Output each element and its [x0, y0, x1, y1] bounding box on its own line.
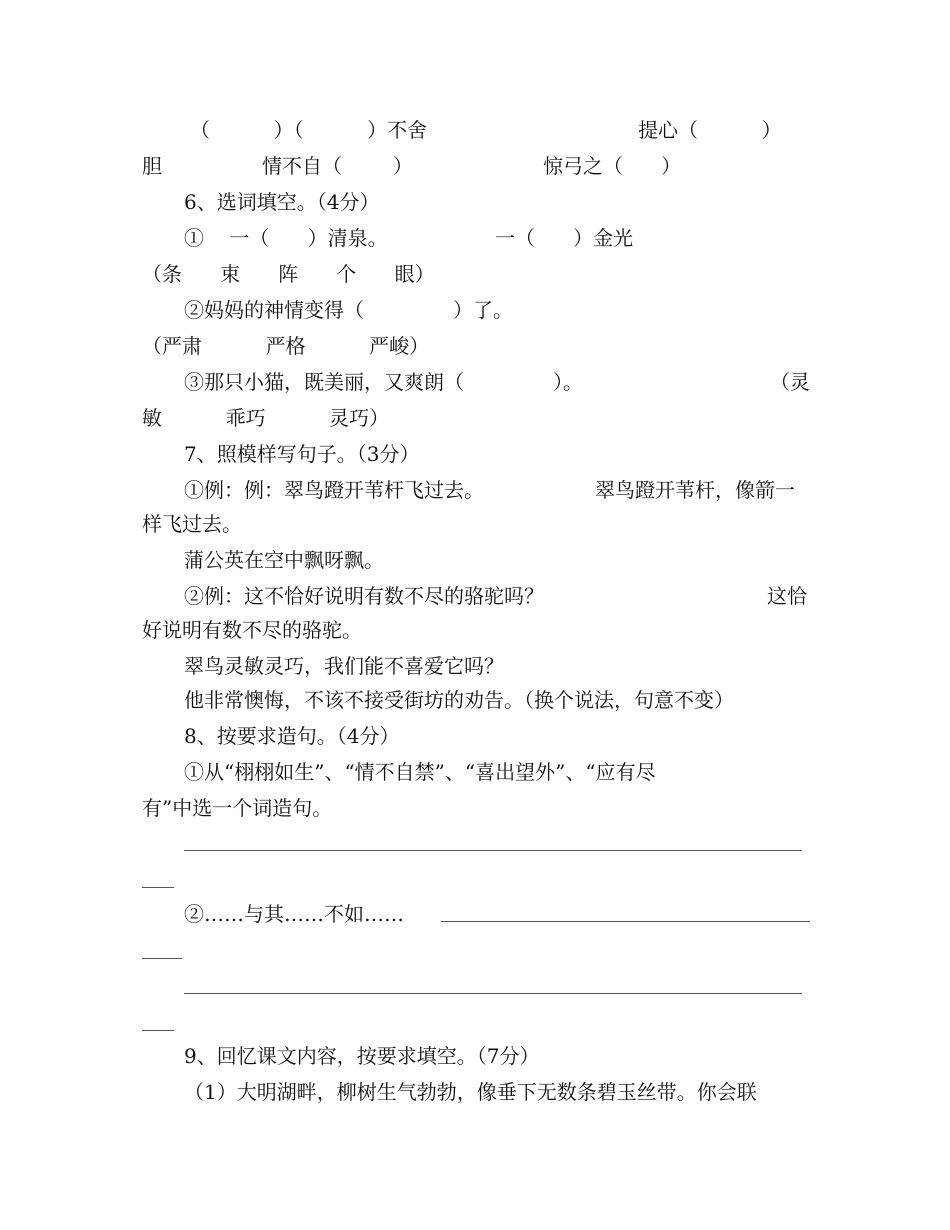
- q9-heading: 9、回忆课文内容，按要求填空。（7分）: [184, 1044, 540, 1068]
- q6-item-2-options: （严肃 严格 严峻）: [142, 334, 430, 358]
- q7-task-1: 蒲公英在空中飘呀飘。: [184, 548, 384, 572]
- answer-line-3[interactable]: [184, 993, 802, 994]
- q7-example-2-answer-cont: 好说明有数不尽的骆驼。: [142, 618, 362, 642]
- q6-item-1-options: （条 束 阵 个 眼）: [142, 262, 435, 286]
- q7-example-1: ①例：例：翠鸟蹬开苇杆飞过去。: [184, 478, 484, 502]
- q8-item-1-cont: 有”中选一个词造句。: [142, 796, 333, 820]
- q7-task-3: 他非常懊悔，不该不接受街坊的劝告。（换个说法，句意不变）: [184, 688, 734, 712]
- q7-task-2: 翠鸟灵敏灵巧，我们能不喜爱它吗？: [184, 654, 504, 678]
- answer-line-1[interactable]: [184, 850, 802, 851]
- answer-line-2[interactable]: [441, 921, 810, 922]
- idiom-line-1-left: （ ）（ ）不舍: [190, 118, 428, 142]
- answer-line-1-tail[interactable]: [142, 887, 174, 888]
- q6-item-1-right: 一（ ）金光: [495, 226, 634, 250]
- answer-line-3-tail[interactable]: [142, 1030, 174, 1031]
- idiom-line-2-middle: 情不自（ ）: [262, 154, 413, 178]
- q6-item-3-options-start: （灵: [770, 370, 810, 394]
- q6-heading: 6、选词填空。（4分）: [184, 190, 380, 214]
- q7-example-1-answer: 翠鸟蹬开苇杆，像箭一: [595, 478, 795, 502]
- idiom-line-2-left: 胆: [142, 154, 162, 178]
- q7-example-2: ②例：这不恰好说明有数不尽的骆驼吗？: [184, 584, 544, 608]
- q6-item-3-options-end: 敏 乖巧 灵巧）: [142, 406, 390, 430]
- q6-item-3: ③那只小猫，既美丽，又爽朗（ ）。: [184, 370, 584, 394]
- q8-heading: 8、按要求造句。（4分）: [184, 724, 400, 748]
- idiom-line-1-right: 提心（ ）: [638, 118, 782, 142]
- q6-item-2: ②妈妈的神情变得（ ）了。: [184, 298, 514, 322]
- q7-example-1-answer-cont: 样飞过去。: [142, 512, 242, 536]
- q8-item-2: ②……与其……不如……: [184, 902, 404, 926]
- q8-item-1: ①从“栩栩如生”、“情不自禁”、“喜出望外”、“应有尽: [184, 760, 656, 784]
- q9-item-1: （1）大明湖畔，柳树生气勃勃，像垂下无数条碧玉丝带。你会联: [184, 1080, 757, 1104]
- idiom-line-2-right: 惊弓之（ ）: [543, 154, 682, 178]
- q7-example-2-answer: 这恰: [767, 584, 807, 608]
- q6-item-1-left: ① 一（ ）清泉。: [184, 226, 388, 250]
- q7-heading: 7、照模样写句子。（3分）: [184, 442, 420, 466]
- answer-line-2-tail[interactable]: [142, 958, 182, 959]
